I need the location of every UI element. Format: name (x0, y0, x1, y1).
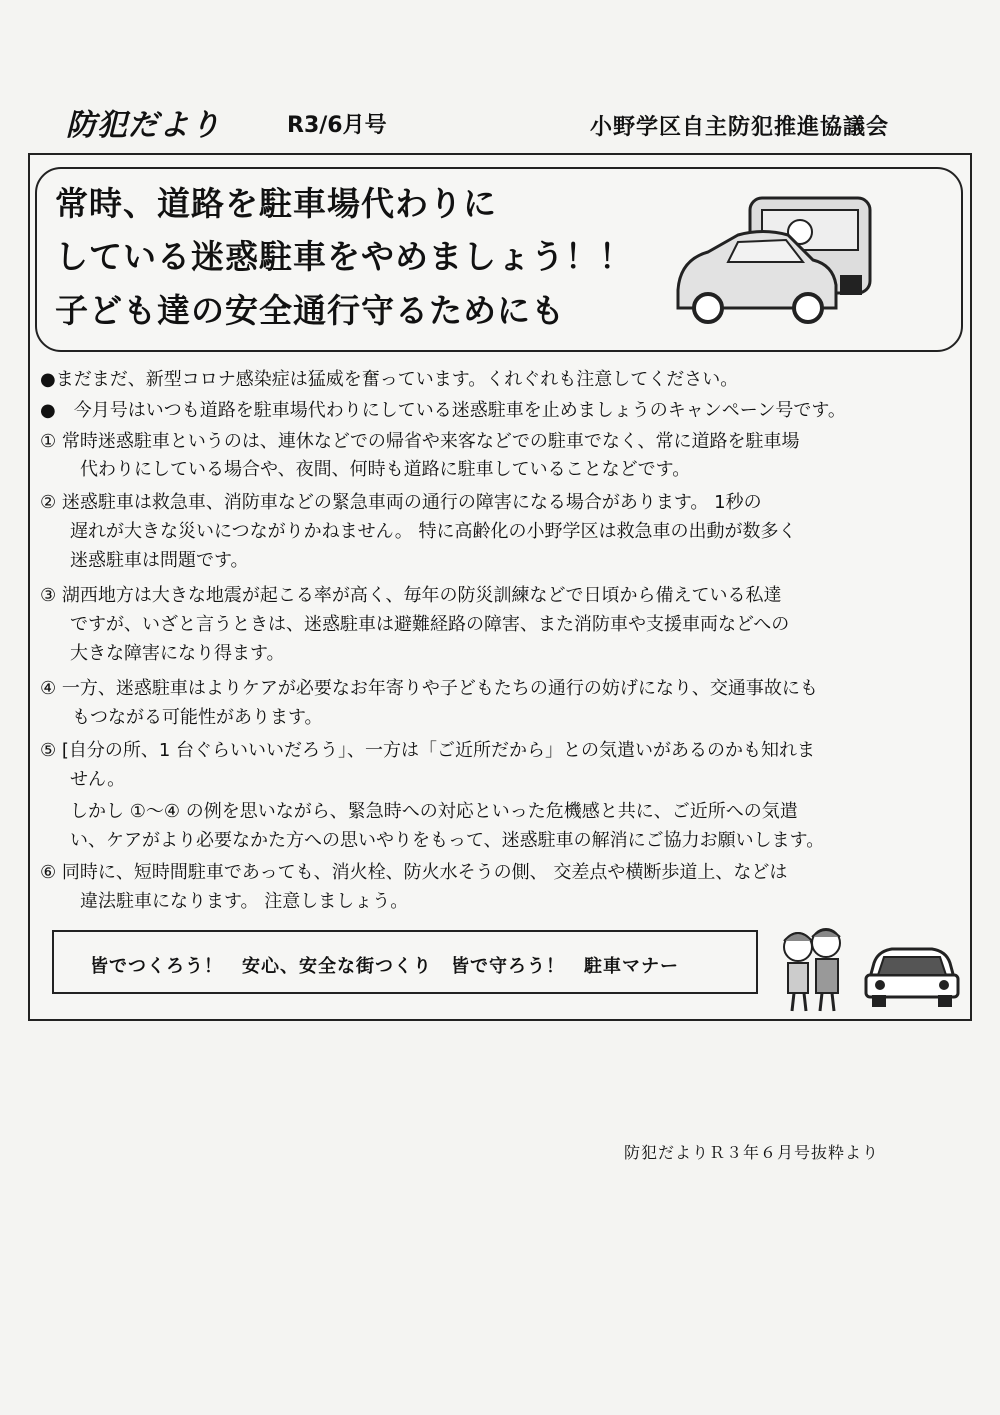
source-note: 防犯だよりＲ３年６月号抜粋より (624, 1143, 880, 1162)
headline-line-3: 子ども達の安全通行守るためにも (55, 291, 565, 330)
item-2-line-1: ② 迷惑駐車は救急車、消防車などの緊急車両の通行の障害になる場合があります。 1秒の (40, 492, 762, 513)
bullet-corona: ●まだまだ、新型コロナ感染症は猛威を奮っています。くれぐれも注意してください。 (40, 369, 739, 390)
headline-line-1: 常時、道路を駐車場代わりに (55, 184, 497, 223)
item-4-line-2: もつながる可能性があります。 (72, 707, 323, 728)
slogan-text: 皆でつくろう！ 安心、安全な街つくり 皆で守ろう！ 駐車マナー (90, 956, 679, 977)
item-1-line-2: 代わりにしている場合や、夜間、何時も道路に駐車していることなどです。 (80, 459, 691, 480)
issue-label: R3/6月号 (287, 113, 387, 138)
item-5-line-4: い、ケアがより必要なかた方への思いやりをもって、迷惑駐車の解消にご協力お願いします。 (70, 830, 825, 851)
item-5-line-2: せん。 (70, 769, 126, 790)
organization-name: 小野学区自主防犯推進協議会 (590, 115, 890, 140)
item-6-line-2: 違法駐車になります。 注意しましょう。 (80, 891, 409, 912)
item-5-line-3: しかし ①～④ の例を思いながら、緊急時への対応といった危機感と共に、ご近所への気遣 (70, 801, 798, 822)
item-1-line-1: ① 常時迷惑駐車というのは、連休などでの帰省や来客などでの駐車でなく、常に道路を駐車場 (40, 431, 800, 452)
car-and-truck-illustration (668, 190, 888, 340)
headline-line-2: している迷惑駐車をやめましょう！！ (55, 237, 633, 276)
item-2-line-2: 遅れが大きな災いにつながりかねません。 特に高齢化の小野学区は救急車の出動が数多く (70, 521, 797, 542)
bullet-campaign: ● 今月号はいつも道路を駐車場代わりにしている迷惑駐車を止めましょうのキャンペーン号です。 (40, 400, 846, 421)
item-5-line-1: ⑤ [自分の所、1 台ぐらいいいだろう」、一方は「ご近所だから」との気遣いがあるのかも知れま (40, 740, 816, 761)
item-6-line-1: ⑥ 同時に、短時間駐車であっても、消火栓、防火水そうの側、 交差点や横断歩道上、などは (40, 862, 788, 883)
car-icon (862, 935, 962, 1010)
item-3-line-3: 大きな障害になり得ます。 (70, 643, 285, 664)
item-2-line-3: 迷惑駐車は問題です。 (70, 550, 249, 571)
item-4-line-1: ④ 一方、迷惑駐車はよりケアが必要なお年寄りや子どもたちの通行の妨げになり、交通事故にも (40, 678, 818, 699)
newsletter-title: 防犯だより (66, 108, 221, 143)
item-3-line-2: ですが、いざと言うときは、迷惑駐車は避難経路の障害、また消防車や支援車両などへの (70, 614, 790, 635)
children-illustration (774, 925, 854, 1015)
item-3-line-1: ③ 湖西地方は大きな地震が起こる率が高く、毎年の防災訓練などで日頃から備えている私達 (40, 585, 782, 606)
